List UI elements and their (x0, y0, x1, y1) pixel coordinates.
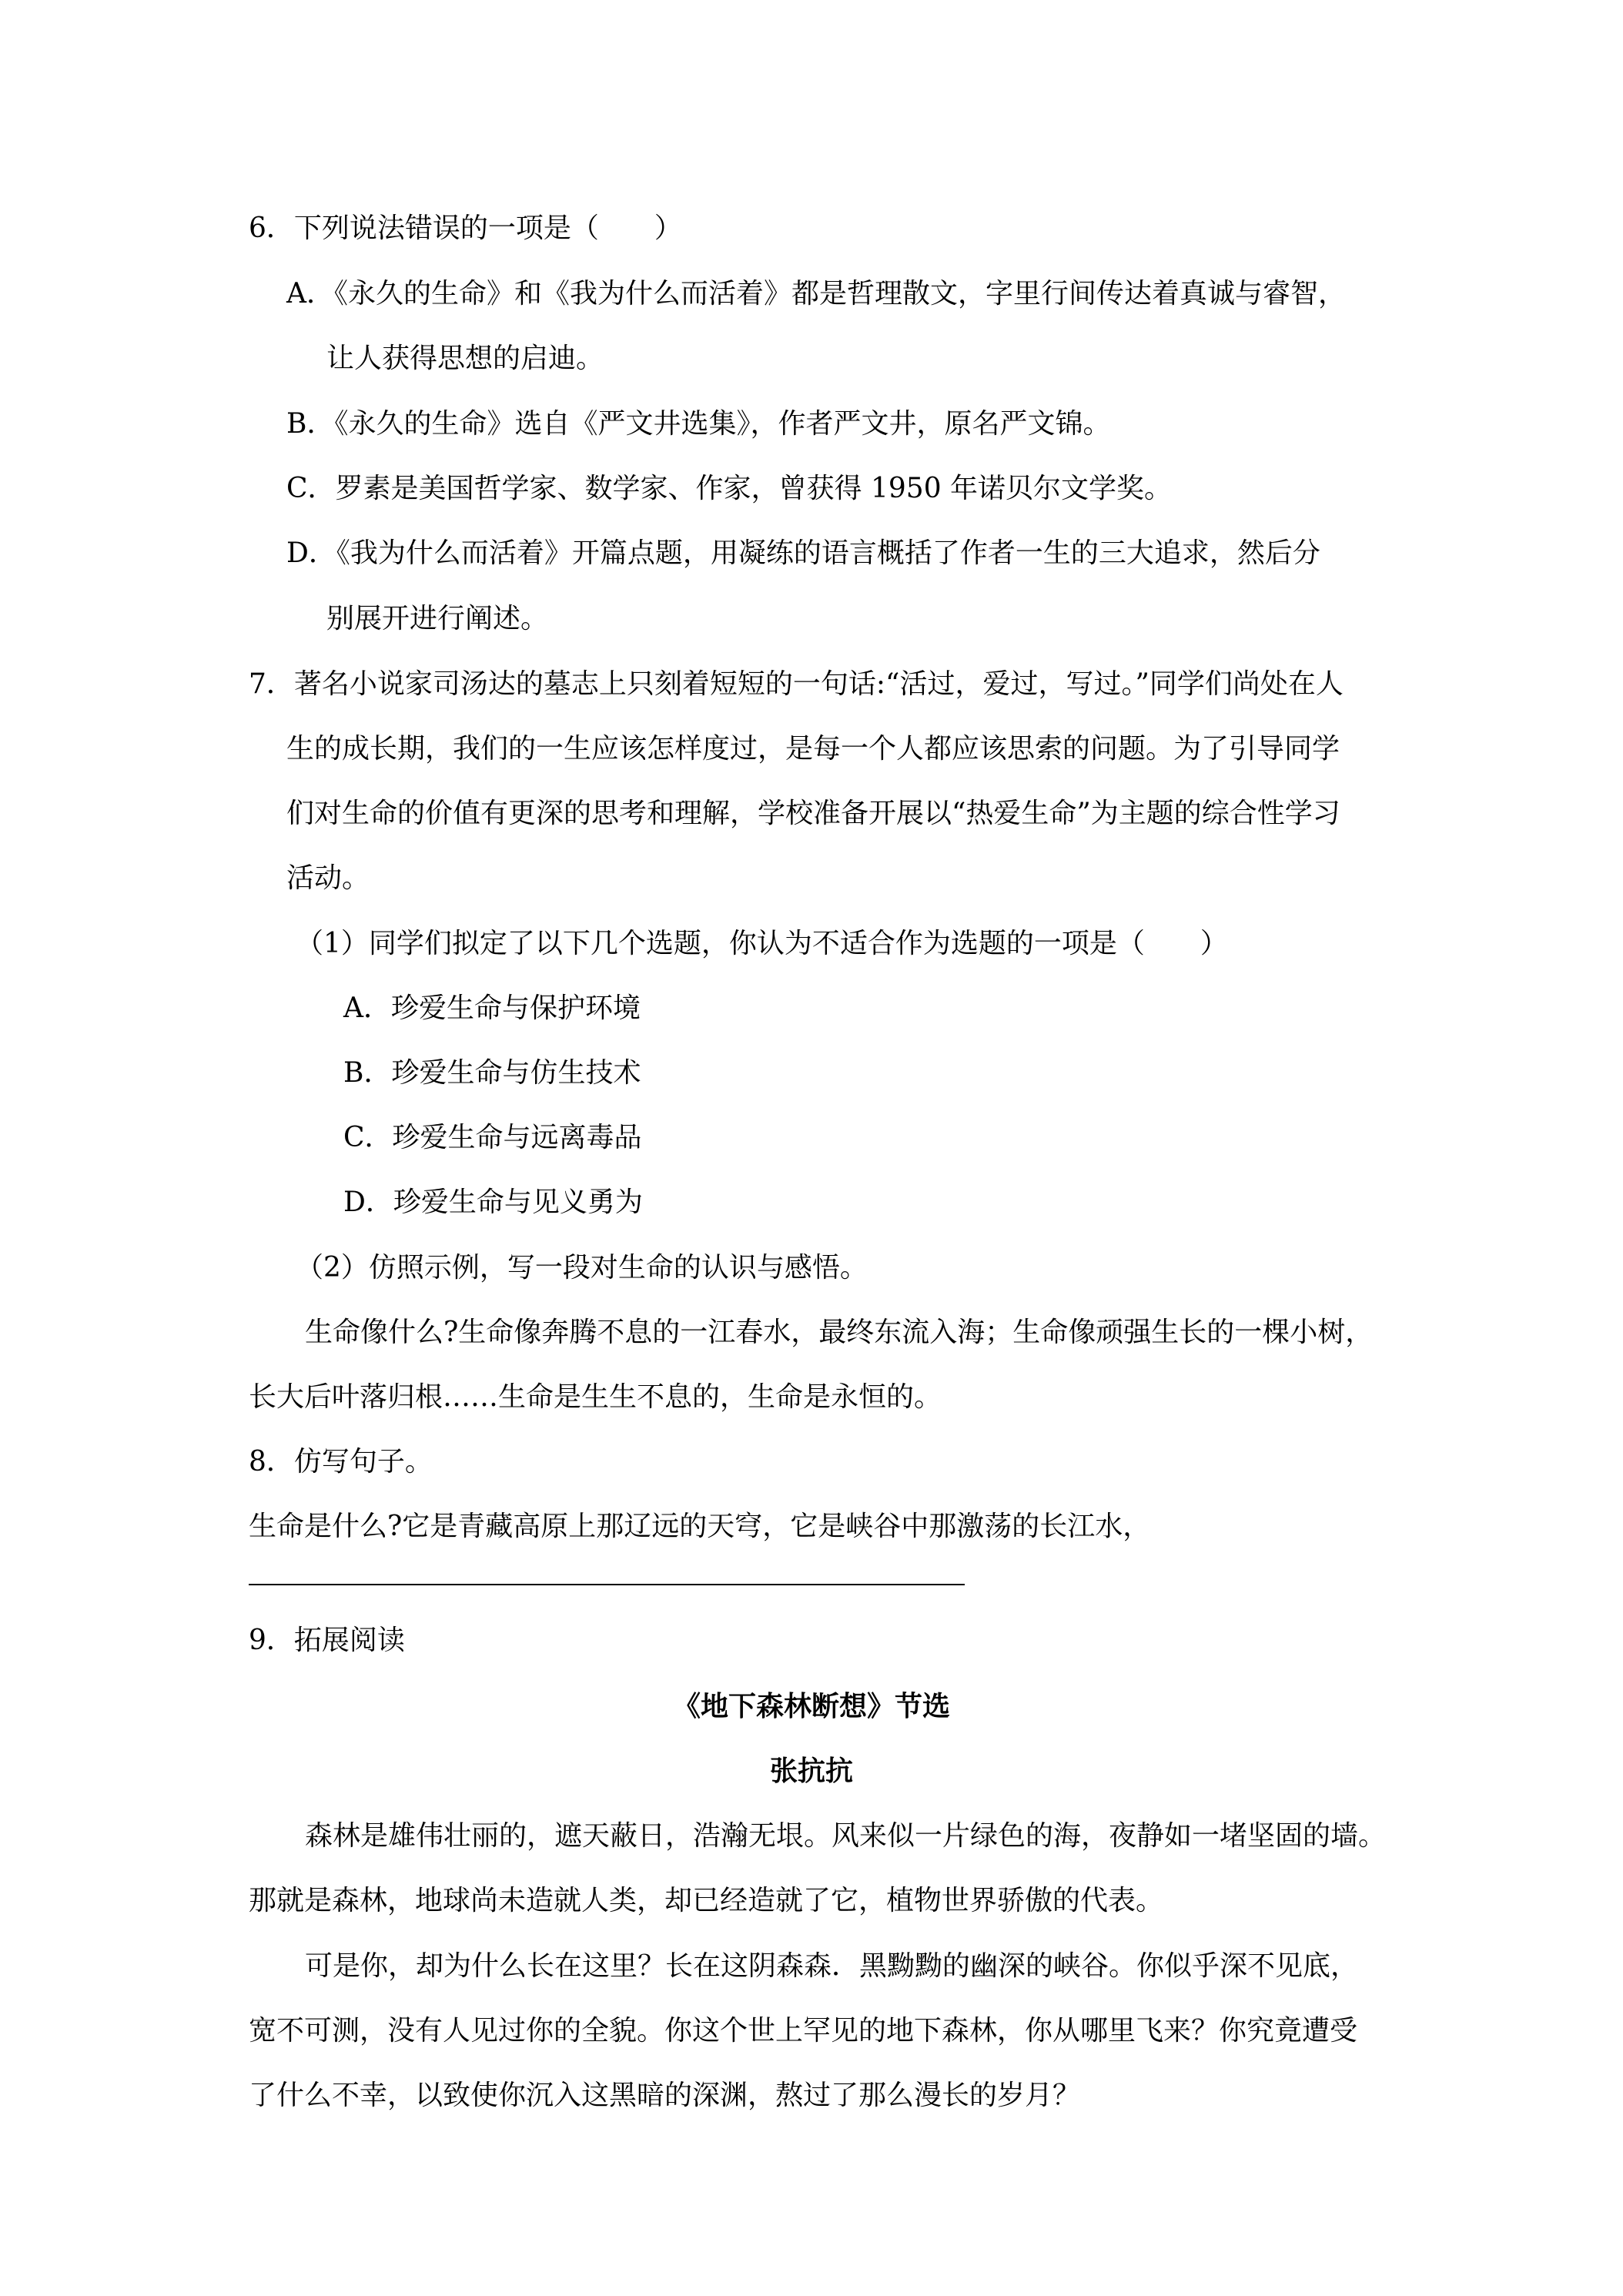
reading-title: 《地下森林断想》节选 (672, 1690, 950, 1722)
q7-sub1-option-d: D．珍爱生命与见义勇为 (343, 1186, 643, 1218)
q6-option-a-line2: 让人获得思想的启迪。 (326, 343, 604, 374)
q7-sub2-example-line1: 生命像什么?生命像奔腾不息的一江春水，最终东流入海；生命像顽强生长的一棵小树， (305, 1317, 1374, 1348)
reading-p2-line1: 可是你，却为什么长在这里？长在这阴森森．黑黝黝的幽深的峡谷。你似乎深不见底， (305, 1950, 1359, 1982)
q7-sub1-option-a: A．珍爱生命与保护环境 (343, 992, 641, 1024)
q6-option-c: C．罗素是美国哲学家、数学家、作家，曾获得 1950 年诺贝尔文学奖。 (286, 473, 1173, 504)
reading-p2-line3: 了什么不幸，以致使你沉入这黑暗的深渊，熬过了那么漫长的岁月？ (249, 2080, 1081, 2111)
q9-stem: 9．拓展阅读 (249, 1625, 405, 1656)
q7-stem-line3: 们对生命的价值有更深的思考和理解，学校准备开展以“热爱生命”为主题的综合性学习 (286, 798, 1340, 829)
q7-stem-line1: 7．著名小说家司汤达的墓志上只刻着短短的一句话:“活过，爱过，写过。”同学们尚处在人 (249, 668, 1344, 700)
q6-option-d-line2: 别展开进行阐述。 (326, 603, 549, 634)
reading-p2-line2: 宽不可测，没有人见过你的全貌。你这个世上罕见的地下森林，你从哪里飞来？你究竟遭受 (249, 2015, 1358, 2047)
q7-sub1-stem: （1）同学们拟定了以下几个选题，你认为不适合作为选题的一项是（ ） (296, 928, 1228, 959)
q7-sub2-example-line2: 长大后叶落归根……生命是生生不息的，生命是永恒的。 (249, 1381, 942, 1413)
q7-stem-line4: 活动。 (286, 862, 370, 894)
reading-p1-line2: 那就是森林，地球尚未造就人类，却已经造就了它，植物世界骄傲的代表。 (249, 1885, 1164, 1916)
q7-sub1-option-b: B．珍爱生命与仿生技术 (343, 1057, 641, 1089)
answer-blank-line (249, 1584, 965, 1585)
q6-option-b: B．《永久的生命》选自《严文井选集》，作者严文井，原名严文锦。 (286, 408, 1111, 440)
q8-prompt: 生命是什么?它是青藏高原上那辽远的天穹，它是峡谷中那激荡的长江水， (249, 1511, 1151, 1542)
q8-stem: 8．仿写句子。 (249, 1446, 433, 1478)
q6-option-a-line1: A．《永久的生命》和《我为什么而活着》都是哲理散文，字里行间传达着真诚与睿智， (286, 278, 1346, 310)
reading-p1-line1: 森林是雄伟壮丽的，遮天蔽日，浩瀚无垠。风来似一片绿色的海，夜静如一堵坚固的墙。 (305, 1820, 1387, 1852)
q7-sub2-stem: （2）仿照示例，写一段对生命的认识与感悟。 (296, 1252, 868, 1284)
q7-stem-line2: 生的成长期，我们的一生应该怎样度过，是每一个人都应该思索的问题。为了引导同学 (286, 733, 1340, 765)
q6-stem: 6．下列说法错误的一项是（ ） (249, 213, 682, 244)
q6-option-d-line1: D．《我为什么而活着》开篇点题，用凝练的语言概括了作者一生的三大追求，然后分 (286, 537, 1320, 569)
reading-author: 张抗抗 (769, 1755, 853, 1787)
q7-sub1-option-c: C．珍爱生命与远离毒品 (343, 1122, 642, 1153)
